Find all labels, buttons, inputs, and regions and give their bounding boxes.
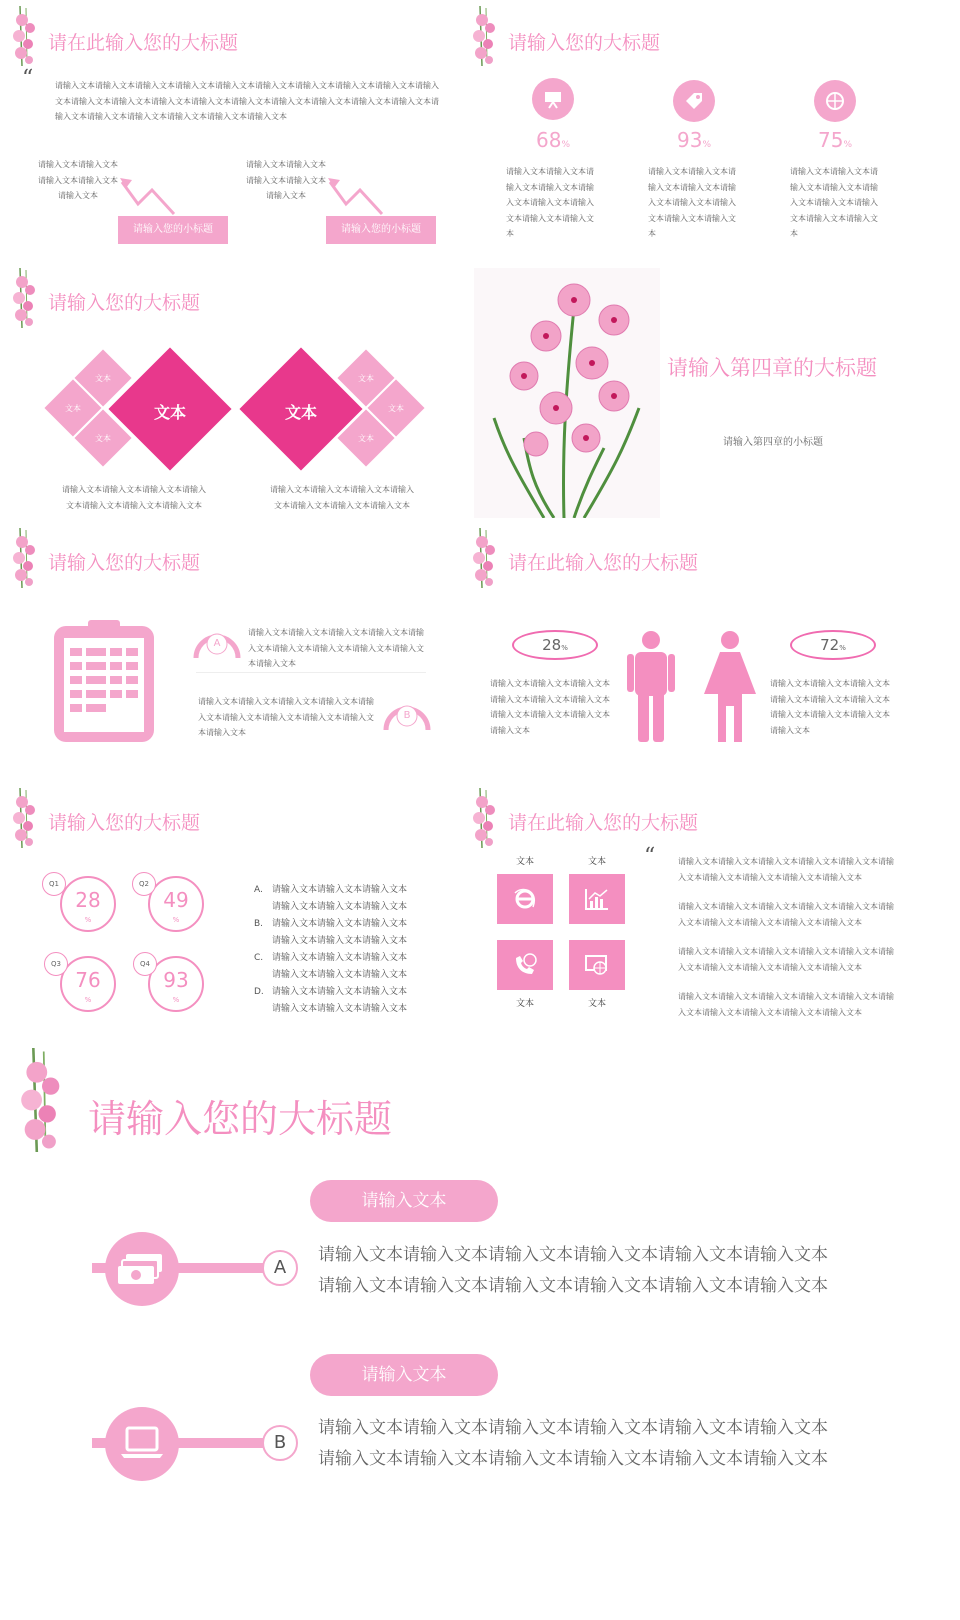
tile-label: 文本 <box>587 999 606 1009</box>
text-a: 请输入文本请输入文本请输入文本请输入文本请输入文本请输入文本请输入文本请输入文本请输入文本请输入文本 <box>248 628 424 668</box>
orchid-decoration <box>10 1048 74 1152</box>
orchid-decoration <box>10 6 40 66</box>
badge-a: A <box>213 638 221 649</box>
list-item-continued: 请输入文本请输入文本请输入文本 <box>272 1004 408 1014</box>
phone-24h-icon <box>512 952 538 978</box>
slide-7 <box>0 782 470 1040</box>
stat-text: 请输入文本请输入文本请输入文本请输入文本请输入文本请输入文本请输入文本请输入文本请输入文本 <box>790 167 878 238</box>
clipboard-icon <box>52 618 156 744</box>
quote-paragraph: 请输入文本请输入文本请输入文本请输入文本请输入文本请输入文本请输入文本请输入文本请输入文本请输入文本 <box>678 857 894 882</box>
quarter-unit: % <box>172 916 180 924</box>
chapter-subtitle: 请输入第四章的小标题 <box>723 437 823 448</box>
diamond-label: 文本 <box>95 434 111 443</box>
stat-text: 请输入文本请输入文本请输入文本请输入文本请输入文本请输入文本请输入文本请输入文本请输入文本 <box>648 167 736 238</box>
pill-label[interactable]: 请输入文本 <box>310 1180 498 1222</box>
tile-label: 文本 <box>587 857 606 867</box>
diamond-big-label: 文本 <box>284 403 317 422</box>
quarter-label: Q2 <box>132 872 156 896</box>
money-icon <box>118 1252 166 1286</box>
orchid-decoration <box>470 788 500 848</box>
slide-1 <box>0 0 470 258</box>
item-line: 请输入文本请输入文本请输入文本请输入文本请输入文本请输入文本 <box>318 1418 828 1438</box>
orchid-decoration <box>10 268 40 328</box>
divider <box>196 672 426 673</box>
quarter-label: Q4 <box>133 952 157 976</box>
diamond-label: 文本 <box>358 374 374 383</box>
stat-value: 68% <box>535 128 570 152</box>
slide-4 <box>470 262 940 520</box>
right-text: 请输入文本请输入文本请输入文本请输入文本请输入文本 <box>246 160 326 200</box>
diamond-diagram <box>40 344 432 474</box>
slide-2 <box>470 0 940 258</box>
globe-icon <box>824 90 846 112</box>
list-item: D. 请输入文本请输入文本请输入文本 <box>254 987 408 997</box>
slide-5 <box>0 522 470 780</box>
orchid-decoration <box>10 528 40 588</box>
item-line: 请输入文本请输入文本请输入文本请输入文本请输入文本请输入文本 <box>318 1245 828 1265</box>
stat-value: 75% <box>817 128 852 152</box>
item-line: 请输入文本请输入文本请输入文本请输入文本请输入文本请输入文本 <box>318 1449 828 1469</box>
quarter-value: 28 <box>75 888 101 912</box>
subtitle-button-2[interactable]: 请输入您的小标题 <box>326 216 436 244</box>
slide-title: 请输入您的大标题 <box>508 32 661 54</box>
quarter-unit: % <box>84 996 92 1004</box>
subtitle-button-1[interactable]: 请输入您的小标题 <box>118 216 228 244</box>
laptop-icon <box>120 1426 164 1460</box>
diamond-label: 文本 <box>95 374 111 383</box>
quote-mark: “ <box>644 844 656 869</box>
arrow-up-icon <box>328 178 388 218</box>
arrow-up-icon <box>120 178 180 218</box>
slide-title: 请输入您的大标题 <box>88 1097 393 1141</box>
slide-9 <box>0 1044 960 1604</box>
quote-paragraph: 请输入文本请输入文本请输入文本请输入文本请输入文本请输入文本请输入文本请输入文本请输入文本请输入文本请输入文本请输入文本请输入文本请输入文本请输入文本请输入文本请输入文本请输入文本请输入文本请输入文本请输入文本请输入文本请输入文本请输入文本请输入文本 <box>55 81 439 121</box>
stat-value: 93% <box>676 128 711 152</box>
quarter-unit: % <box>172 996 180 1004</box>
slide-title: 请在此输入您的大标题 <box>48 32 239 54</box>
quarter-value: 93 <box>163 968 189 992</box>
list-item-continued: 请输入文本请输入文本请输入文本 <box>272 970 408 980</box>
presentation-icon <box>542 88 564 110</box>
quote-paragraph: 请输入文本请输入文本请输入文本请输入文本请输入文本请输入文本请输入文本请输入文本请输入文本请输入文本 <box>678 947 894 972</box>
option-list <box>254 882 434 1018</box>
diamond-big-label: 文本 <box>153 403 186 422</box>
tile-label: 文本 <box>515 999 534 1009</box>
diamond-label: 文本 <box>65 404 81 413</box>
item-text <box>318 1413 828 1475</box>
diamond-label: 文本 <box>388 404 404 413</box>
chapter-title: 请输入第四章的大标题 <box>667 356 877 380</box>
quote-paragraph: 请输入文本请输入文本请输入文本请输入文本请输入文本请输入文本请输入文本请输入文本请输入文本请输入文本 <box>678 992 894 1017</box>
bar-chart-icon <box>584 887 610 911</box>
letter-badge: A <box>262 1250 298 1286</box>
web-icon <box>584 952 610 978</box>
list-item: A. 请输入文本请输入文本请输入文本 <box>254 885 408 895</box>
slide-title: 请输入您的大标题 <box>48 812 201 834</box>
quarter-label: Q3 <box>44 952 68 976</box>
quarter-label: Q1 <box>42 872 66 896</box>
badge-b: B <box>403 710 411 721</box>
list-item-continued: 请输入文本请输入文本请输入文本 <box>272 902 408 912</box>
female-text: 请输入文本请输入文本请输入文本请输入文本请输入文本请输入文本请输入文本请输入文本请输入文本请输入文本 <box>770 679 890 735</box>
letter-badge: B <box>262 1425 298 1461</box>
male-icon <box>627 630 675 742</box>
stat-text: 请输入文本请输入文本请输入文本请输入文本请输入文本请输入文本请输入文本请输入文本请输入文本 <box>506 167 594 238</box>
slide-8 <box>470 782 940 1040</box>
quarter-unit: % <box>84 916 92 924</box>
slide-title: 请在此输入您的大标题 <box>508 552 699 574</box>
quote-mark: “ <box>22 66 34 91</box>
tag-icon <box>683 90 705 112</box>
orchid-decoration <box>10 788 40 848</box>
quote-paragraph: 请输入文本请输入文本请输入文本请输入文本请输入文本请输入文本请输入文本请输入文本请输入文本请输入文本 <box>678 902 894 927</box>
caption-right: 请输入文本请输入文本请输入文本请输入文本请输入文本请输入文本请输入文本 <box>270 485 414 510</box>
item-text <box>318 1240 828 1302</box>
male-text: 请输入文本请输入文本请输入文本请输入文本请输入文本请输入文本请输入文本请输入文本请输入文本请输入文本 <box>490 679 610 735</box>
caption-left: 请输入文本请输入文本请输入文本请输入文本请输入文本请输入文本请输入文本 <box>62 485 206 510</box>
slide-title: 请输入您的大标题 <box>48 292 201 314</box>
browser-icon <box>513 887 537 911</box>
list-item: C. 请输入文本请输入文本请输入文本 <box>254 953 408 963</box>
quarter-value: 76 <box>75 968 101 992</box>
left-text: 请输入文本请输入文本请输入文本请输入文本请输入文本 <box>38 160 118 200</box>
slide-6 <box>470 522 940 780</box>
diamond-label: 文本 <box>358 434 374 443</box>
slide-title: 请在此输入您的大标题 <box>508 812 699 834</box>
pill-label[interactable]: 请输入文本 <box>310 1354 498 1396</box>
list-item: B. 请输入文本请输入文本请输入文本 <box>254 919 408 929</box>
orchid-illustration <box>474 268 660 518</box>
slide-title: 请输入您的大标题 <box>48 552 201 574</box>
slide-3 <box>0 262 470 520</box>
male-percent: 28% <box>512 630 598 660</box>
orchid-decoration <box>470 528 500 588</box>
orchid-decoration <box>470 6 500 66</box>
text-b: 请输入文本请输入文本请输入文本请输入文本请输入文本请输入文本请输入文本请输入文本请输入文本请输入文本 <box>198 697 374 737</box>
tile-label: 文本 <box>515 857 534 867</box>
item-line: 请输入文本请输入文本请输入文本请输入文本请输入文本请输入文本 <box>318 1276 828 1296</box>
female-percent: 72% <box>790 630 876 660</box>
quarter-value: 49 <box>163 888 189 912</box>
list-item-continued: 请输入文本请输入文本请输入文本 <box>272 936 408 946</box>
female-icon <box>702 630 758 742</box>
